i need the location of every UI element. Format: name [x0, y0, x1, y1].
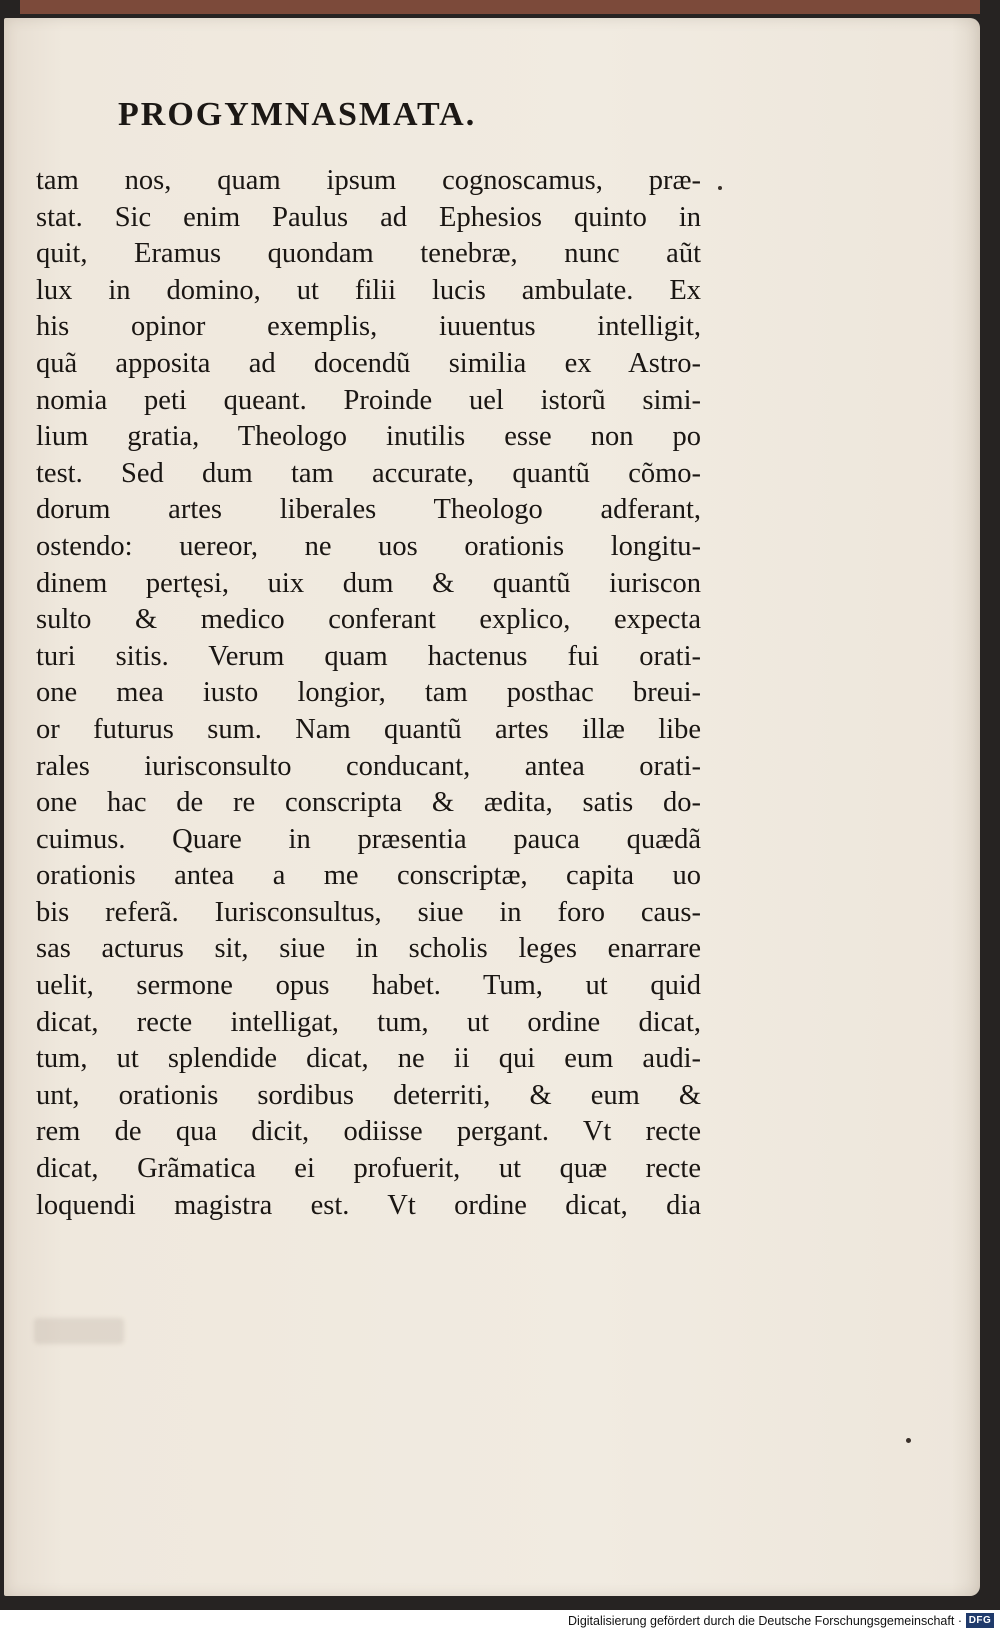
running-head: PROGYMNASMATA.	[118, 96, 477, 133]
text-line: bis referã. Iurisconsultus, siue in foro caus-	[36, 896, 701, 928]
text-line: quã apposita ad docendũ similia ex Astro-	[36, 347, 701, 379]
text-line: one hac de re conscripta & ædita, satis do-	[36, 787, 701, 819]
dfg-logo: DFG	[966, 1613, 994, 1628]
text-line: sulto & medico conferant explico, expecta	[36, 604, 701, 636]
page-edge-shadow	[952, 18, 980, 1596]
binding-strip	[20, 0, 980, 14]
text-line: loquendi magistra est. Vt ordine dicat, dia	[36, 1189, 701, 1221]
text-line: nomia peti queant. Proinde uel istorũ simi-	[36, 384, 701, 416]
text-line: quit, Eramus quondam tenebræ, nunc aũt	[36, 238, 701, 270]
text-line: stat. Sic enim Paulus ad Ephesios quinto in	[36, 201, 701, 233]
digitization-credit	[568, 1612, 962, 1630]
text-line: lux in domino, ut filii lucis ambulate. Ex	[36, 274, 701, 306]
text-line: lium gratia, Theologo inutilis esse non po	[36, 421, 701, 453]
body-text	[36, 163, 701, 1224]
text-line: one mea iusto longior, tam posthac breui-	[36, 677, 701, 709]
text-line: tam nos, quam ipsum cognoscamus, præ-	[36, 165, 701, 196]
text-line: dinem pertęsi, uix dum & quantũ iuriscon	[36, 567, 701, 599]
text-line: unt, orationis sordibus deterriti, & eum &	[36, 1079, 701, 1111]
ink-speck	[906, 1438, 911, 1443]
text-line: uelit, sermone opus habet. Tum, ut quid	[36, 970, 701, 1002]
text-line: dorum artes liberales Theologo adferant,	[36, 494, 701, 526]
text-line: or futurus sum. Nam quantũ artes illæ libe	[36, 713, 701, 745]
text-line: dicat, recte intelligat, tum, ut ordine dicat,	[36, 1006, 701, 1038]
text-line: dicat, Grãmatica ei profuerit, ut quæ recte	[36, 1153, 701, 1185]
ink-offset-stain	[34, 1318, 124, 1344]
text-line: orationis antea a me conscriptæ, capita uo	[36, 860, 701, 892]
text-line: rem de qua dicit, odiisse pergant. Vt recte	[36, 1116, 701, 1148]
ink-speck	[718, 186, 722, 190]
text-line: sas acturus sit, siue in scholis leges enarrare	[36, 933, 701, 965]
text-line: rales iurisconsulto conducant, antea orati-	[36, 750, 701, 782]
text-line: test. Sed dum tam accurate, quantũ cõmo-	[36, 457, 701, 489]
text-line: cuimus. Quare in præsentia pauca quædã	[36, 823, 701, 855]
credit-text: Digitalisierung gefördert durch die Deutsche Forschungsgemeinschaft	[568, 1614, 955, 1628]
text-line: turi sitis. Verum quam hactenus fui orati-	[36, 640, 701, 672]
text-line: ostendo: uereor, ne uos orationis longitu-	[36, 530, 701, 562]
text-line: his opinor exemplis, iuuentus intelligit,	[36, 311, 701, 343]
credit-separator: ·	[957, 1614, 962, 1628]
text-line: tum, ut splendide dicat, ne ii qui eum audi-	[36, 1043, 701, 1075]
